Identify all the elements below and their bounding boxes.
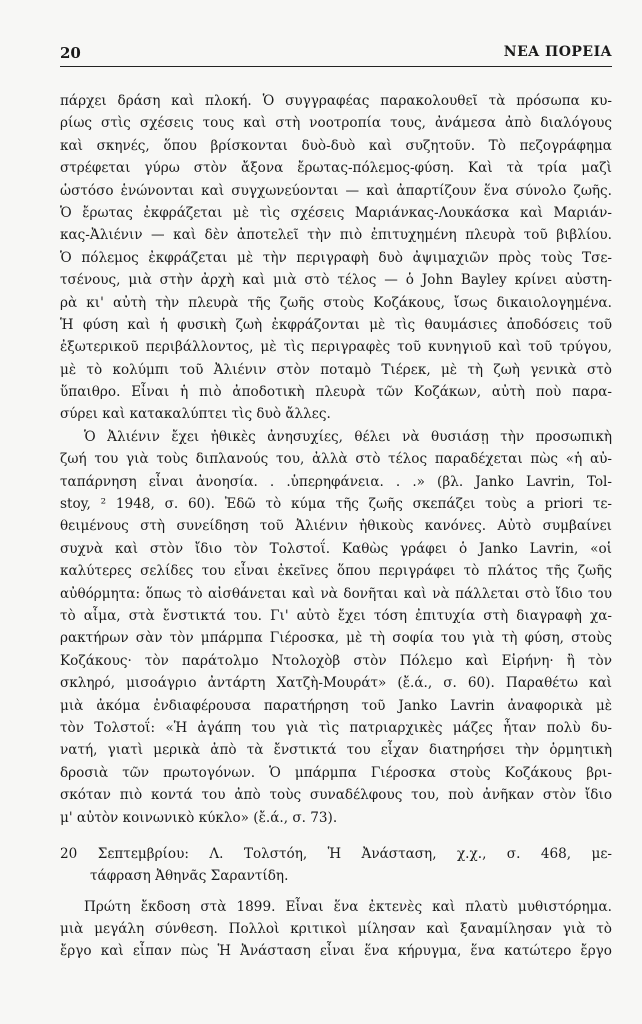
text-line: stoy, ² 1948, σ. 60). Ἐδῶ τὸ κύμα τῆς ζωῆς σκεπάζει τοὺς a priori τε-	[60, 496, 612, 513]
text-line: σκόταν πιὸ κοντά του ἀπὸ τοὺς συναδέλφους του, ποὺ ἀνῆκαν στὸν ἴδιο	[60, 787, 612, 804]
text-line: συχνὰ καὶ στὸν ἴδιο τὸν Τολστοΐ. Καθὼς γράφει ὁ Janko Lavrin, «οἱ	[60, 540, 612, 557]
text-line: ζωή του γιὰ τοὺς διπλανούς του, ἀλλὰ στὸ τέλος παραδέχεται πὼς «ἡ αὐ-	[60, 451, 612, 468]
text-line: τσένους, μιὰ στὴν ἀρχὴ καὶ μιὰ στὸ τέλος — ὁ John Bayley κρίνει αὐστη-	[60, 272, 612, 289]
text-line: μὲ τὸ κολύμπι τοῦ Ἀλιένιν στὸν ποταμὸ Τιέρεκ, μὲ τὴ ζωὴ γενικὰ στὸ	[60, 361, 612, 378]
text-line: καλύτερες σελίδες του εἶναι ἐκεῖνες ὅπου περιγράφει τὸ πλάτος τῆς ζωῆς	[60, 563, 612, 580]
text-line: δροσιὰ τῶν πρωτογόνων. Ὁ μπάρμπα Γιέροσκα στοὺς Κοζάκους βρι-	[60, 764, 612, 781]
text-line: Ὁ πόλεμος ἐκφράζεται μὲ τὴν περιγραφὴ δυὸ ἀψιμαχιῶν πρὸς τοὺς Τσε-	[60, 249, 612, 266]
text-line: ρίως στὶς σχέσεις τους καὶ στὴ νοοτροπία τους, ἀνάμεσα ἀπὸ διαλόγους	[60, 115, 612, 132]
text-line: θειμένους στὴ συνείδηση τοῦ Ἀλιένιν ἠθικοὺς κανόνες. Αὐτὸ συμβαίνει	[60, 518, 612, 535]
text-line: μιὰ ἀκόμα ἐνδιαφέρουσα παρατήρηση τοῦ Janko Lavrin ἀναφορικὰ μὲ	[60, 697, 612, 714]
entry-line: 20 Σεπτεμβρίου: Λ. Τολστόη, Ἡ Ἀνάσταση, χ.χ., σ. 468, με-	[60, 845, 612, 862]
text-line: Ἡ φύση καὶ ἡ φυσικὴ ζωὴ ἐκφράζονται μὲ τὶς θαυμάσιες ἀποδόσεις τοῦ	[60, 316, 612, 333]
text-line: ἔργο καὶ εἶπαν πὼς Ἡ Ἀνάσταση εἶναι ἕνα κήρυγμα, ἕνα κατώτερο ἔργο	[60, 943, 612, 960]
text-line: πάρχει δράση καὶ πλοκή. Ὁ συγγραφέας παρακολουθεῖ τὰ πρόσωπα κυ-	[60, 93, 612, 109]
text-line: ταπάρνηση εἶναι ἀνοησία. . .ὑπερηφάνεια. . .» (βλ. Janko Lavrin, Tol-	[60, 473, 612, 490]
paragraph-2	[60, 426, 612, 829]
text-line: νατή, γιατὶ μερικὰ ἀπὸ τὰ ἔνστικτά του εἶχαν διατηρήσει τὴν ὁρμητικὴ	[60, 742, 612, 759]
text-line: μ' αὐτὸν κοινωνικὸ κύκλο» (ἔ.ά., σ. 73).	[60, 809, 338, 826]
text-line: τὸ αἷμα, στὰ ἔνστικτά του. Γι' αὐτὸ ἔχει τόση ἐπιτυχία στὴ διαγραφὴ χα-	[60, 607, 612, 624]
text-line: Πρώτη ἔκδοση στὰ 1899. Εἶναι ἕνα ἐκτενὲς καὶ πλατὺ μυθιστόρημα.	[84, 898, 612, 915]
paragraph-3	[60, 896, 612, 963]
text-line: στρέφεται γύρω στὸν ἄξονα ἔρωτας-πόλεμος-φύση. Καὶ τὰ τρία μαζὶ	[60, 160, 612, 177]
text-line: σκληρό, μισοάγριο ἀντάρτη Χατζὴ-Μουράτ» (ἔ.ά., σ. 60). Παραθέτω καὶ	[60, 675, 612, 692]
page-header	[60, 38, 612, 67]
text-line: Κοζάκους· τὸν παράτολμο Ντολοχὸβ στὸν Πόλεμο καὶ Εἰρήνη· ἢ τὸν	[60, 652, 612, 669]
text-line: ρὰ κι' αὐτὴ τὴν πλευρὰ τῆς ζωῆς στοὺς Κοζάκους, ἴσως δικαιολογημένα.	[60, 294, 612, 311]
running-title: ΝΕΑ ΠΟΡΕΙΑ	[503, 44, 612, 60]
diary-entry-heading	[60, 843, 612, 888]
text-line: ὕπαιθρο. Εἶναι ἡ πιὸ ἀποδοτικὴ πλευρὰ τῶν Κοζάκων, αὐτὴ ποὺ παρα-	[60, 384, 612, 401]
body-text	[60, 90, 612, 963]
text-line: τὸν Τολστοΐ: «Ἡ ἀγάπη του γιὰ τὶς πατριαρχικὲς μάζες ἦταν πολὺ δυ-	[60, 719, 612, 736]
text-line: καὶ σκηνές, ὅπου βρίσκονται δυὸ-δυὸ καὶ συζητοῦν. Τὸ πεζογράφημα	[60, 137, 612, 154]
text-line: Ὁ Ἀλιένιν ἔχει ἠθικὲς ἀνησυχίες, θέλει νὰ θυσιάσῃ τὴν προσωπικὴ	[84, 428, 612, 445]
text-line: ὡστόσο ἑνώνονται καὶ συγχωνεύονται — καὶ ἀπαρτίζουν ἕνα σύνολο ζωῆς.	[60, 182, 612, 199]
text-line: Ὁ ἔρωτας ἐκφράζεται μὲ τὶς σχέσεις Μαριάνκας-Λουκάσκα καὶ Μαριάν-	[60, 204, 612, 221]
text-line: σύρει καὶ κατακαλύπτει τὶς δυὸ ἄλλες.	[60, 406, 331, 423]
text-line: ἐξωτερικοῦ περιβάλλοντος, μὲ τὶς περιγραφὲς τοῦ κυνηγιοῦ καὶ τοῦ τρύγου,	[60, 339, 612, 356]
text-line: αὐθόρμητα: ὅπως τὸ αἰσθάνεται καὶ νὰ δονῆται καὶ νὰ πάλλεται στὸ ἴδιο του	[60, 585, 612, 602]
text-line: ρακτήρων σὰν τὸν μπάρμπα Γιέροσκα, μὲ τὴ σοφία του γιὰ τὴ φύση, στοὺς	[60, 630, 612, 647]
paragraph-1	[60, 90, 612, 426]
text-line: μιὰ μεγάλη σύνθεση. Πολλοὶ κριτικοὶ μίλησαν καὶ ξαναμίλησαν γιὰ τὸ	[60, 921, 612, 938]
text-line: κας-Ἀλιένιν — καὶ δὲν ἀποτελεῖ τὴν πιὸ ἐπιτυχημένη πλευρὰ τοῦ βιβλίου.	[60, 227, 612, 244]
entry-line: τάφραση Ἀθηνᾶς Σαραντίδη.	[90, 868, 289, 885]
page-number: 20	[60, 44, 81, 62]
